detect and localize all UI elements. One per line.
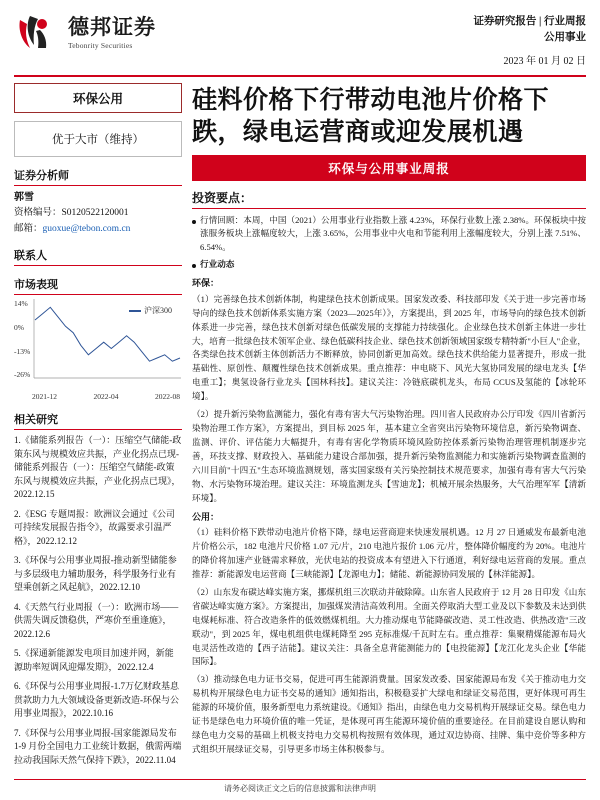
bullet-dot-icon [192, 264, 196, 268]
investment-points-body [192, 214, 586, 757]
chart-xtick-1: 2022-04 [93, 392, 119, 402]
sidebar [14, 83, 182, 778]
analyst-name: 郭雪 [14, 191, 34, 203]
bullet-industry-news [192, 258, 586, 272]
rating-badge: 优于大市（维持） [14, 121, 182, 157]
environment-item-1: （1）完善绿色技术创新体制，构建绿色技术创新成果。国家发改委、科技部印发《关于进一步完善市场导向的绿色技术创新体系实施方案（2023—2025年）》，方案提出，到 2025 年，市场导向的绿色技术创新体系进一步完善，绿色技术创新对绿色低碳发展的支撑能力持续强化。企业绿色技术创新主体进一步壮大，培育一批绿色技术领军企业、绿色低碳科技企业、绿色技术创新领域国家级专精特新"小巨人"企业，各类绿色技术创新主体创新活力不断释放，协同创新更加高效。绿色技术供给能力显著提升，形成一批基础性、原创性、颠覆性绿色技术创新成果。重点推荐：申电晓下、风光大氢协同发展的绿电龙头【华电重工】；奥氢设备行业龙头【国林科技】。建议关注：冷链底碳机龙头，布局 CCUS及氢能的【冰轮环境】。 [192, 293, 586, 402]
chart-ytick-2: -13% [14, 346, 31, 356]
chart-xtick-2: 2022-08 [155, 392, 180, 402]
contact-block [14, 247, 182, 266]
logo-mark-icon [14, 12, 60, 54]
legend-label: 沪深300 [144, 306, 172, 316]
analyst-email-link[interactable]: guoxue@tebon.com.cn [42, 223, 131, 234]
chart-ytick-1: 0% [14, 323, 24, 332]
utility-item-2: （2）山东发布碳达峰实施方案，挪煤机组三次联动并破除障。山东省人民政府于 12 月 28 日印发《山东省碳达峰实施方案》。方案提出，加强煤炭清洁高效利用。全面关停取消大型工业及以下参数及未达到供电煤耗标准、符合改造条件的低效燃煤机组。大力推动煤电节能降碳改造、灵工性改造、供热改造"三改联动"，到 2025 年，煤电机组供电煤耗降至 295 克标准煤/千瓦时左右。重点推荐：集聚精煤能源布局火电灵活性改造的【西子洁能】。建议关注：具备全息背能测能力的【电投能源】【龙江化龙头企业【华能国际】。 [192, 586, 586, 667]
chart-ytick-3: -26% [14, 370, 31, 380]
bullet-market-review [192, 214, 586, 256]
logo-text-en: Tebonrity Securities [68, 40, 133, 50]
chart-x-axis [14, 391, 182, 401]
list-item[interactable]: 6.《环保与公用事业周报-1.7万亿财政基息贯款助力九大领域设备更新改造-环保与公用事业周报》，2022.10.16 [14, 681, 179, 719]
report-category: 证券研究报告 | 行业周报 [473, 16, 586, 27]
page-footer: 请务必阅读正文之后的信息披露和法律声明 [14, 779, 586, 794]
investment-points-title: 投资要点： [192, 189, 586, 209]
main-content [192, 83, 586, 778]
chart-xtick-0: 2021-12 [32, 392, 57, 402]
related-research-title: 相关研究 [14, 411, 182, 430]
list-item[interactable]: 5.《探通新能源发电项目加速并网，新能源助率短调风迎爆发期》，2022.12.4 [14, 648, 174, 672]
company-logo [14, 12, 156, 54]
market-review-text: 行情回顾：本周，中国（2021）公用事业行业指数上涨 4.23%，环保行业数上涨 2.38%。环保板块中按涨服务板块上涨幅度较大，上涨 3.65%，公用事业中火电和节能利用上涨幅度较大，分别上涨 7.51%、6.54%。 [200, 214, 586, 253]
analyst-section-title: 证券分析师 [14, 167, 182, 186]
analyst-block [14, 167, 182, 238]
list-item[interactable]: 4.《天然气行业周报（一）：欧洲市场——供需失调反馈稳供，严寒价至重逢施》，2022.12.6 [14, 601, 179, 639]
market-performance-block [14, 276, 182, 401]
report-subtitle: 环保与公用事业周报 [192, 155, 586, 181]
list-item[interactable]: 1.《储能系列报告（一）：压缩空气储能-政策东风与规模效应共振，产业化拐点已现-储能系列报告（一）：压缩空气储能-政策东风与规模效应共振，产业化拐点已现》，2022.12.15 [14, 435, 182, 500]
market-section-title: 市场表现 [14, 276, 182, 295]
market-chart [14, 299, 182, 391]
logo-text-cn: 德邦证券 [68, 15, 156, 40]
page-title: 硅料价格下行带动电池片价格下跌，绿电运营商或迎发展机遇 [192, 86, 550, 146]
related-research-block [14, 411, 182, 767]
utility-item-1: （1）硅料价格下跌带动电池片价格下降，绿电运营商迎来快速发展机遇。12 月 27 日通威发布最新电池片价格公示，182 电池片尺价格 1.07 元/片，210 电池片报价 1.06 元/片，整体降价幅度约为 20%。电池片的降价将加速产业链需求释放，光伏电站的投资成本有望进入下行通道，利好绿电运营商的发展。重点推荐：新能源发电运营商【三峡能源】【龙源电力】；储能、新能源协同发展的【林洋能源】。 [192, 527, 586, 579]
list-item[interactable]: 7.《环保与公用事业周报-国家能源局发布 1-9 月份全国电力工业统计数据，俄需两端拉动我国际天然气保持下跌》，2022.11.04 [14, 727, 182, 765]
bullet-dot-icon [192, 220, 196, 224]
analyst-cert-value: S0120522120001 [61, 208, 129, 218]
report-industry: 公用事业 [544, 31, 586, 43]
environment-section-label: 环保： [192, 278, 220, 289]
chart-ytick-0: 14% [14, 299, 28, 309]
related-research-list [14, 434, 182, 767]
chart-plot [14, 299, 182, 379]
analyst-cert-label: 资格编号： [14, 208, 62, 218]
environment-item-2: （2）提升新污染物监测能力，强化有毒有害大气污染物治理。四川省人民政府办公厅印发《四川省新污染物治理工作方案》，方案提出，到目标 2025 年，基本建立全省突出污染物环境信息，新污染物调查、监测、评价、评估能力大幅提升，有毒有害化学物质环境风险防控体系新污染物治理管理机制逐步完善，环技支撑、财政投入、基础能力建设合部加强，提升新污染物监测能力和实施新污染物调查监测的六川目前"十四五"生态环境监测规划，落实国家级有关污染控制技术规范要求，加强有毒有害大气污染物、水污染物环境治理。建议关注：环境监测龙头【雪迪龙】；机械开展余热服务，大气治理军军【清新环境】。 [192, 409, 586, 503]
header-meta [473, 12, 586, 69]
industry-news-text: 行业动态 [200, 259, 235, 270]
industry-tag: 环保公用 [14, 83, 182, 113]
content-columns [0, 77, 600, 778]
report-date: 2023 年 01 月 02 日 [503, 55, 586, 67]
list-item[interactable]: 2.《ESG 专题周报：欧洲议会通过《公司可持续发展报告指令》，故露要求引温严格》，2022.12.12 [14, 508, 176, 546]
contact-section-title: 联系人 [14, 247, 182, 266]
utility-item-3: （3）推动绿色电力证书交易，促进可再生能源消费量。国家发改委、国家能源局布发《关于推动电力交易机构开展绿色电力证书交易的通知》通知指出，积极稳妥扩大绿电和绿证交易范围，更好体现可再生能源的环境价值，服务新型电力系统建设。《通知》指出，由绿色电力交易机构开展绿证交易。绿色电力证书是绿色电力环境价值的唯一凭证，是体现可再生能源环境价值的重要途径。在目前建设自愿认购和绿色电力交易的基础上机极支持电力交易机构按照有效体现，通过双边协商、挂牌、集中竞价等多种方式组织开展绿证交易，引导更多市场主体积极参与。 [192, 674, 586, 754]
list-item[interactable]: 3.《环保与公用事业周报-推动新型储能参与多层级电力辅助服务，科学服务行业有望乘创新之风起航》，2022.12.10 [14, 555, 177, 593]
page-header [0, 0, 600, 73]
utility-section-label: 公用： [192, 511, 220, 522]
analyst-email-label: 邮箱： [14, 223, 43, 234]
